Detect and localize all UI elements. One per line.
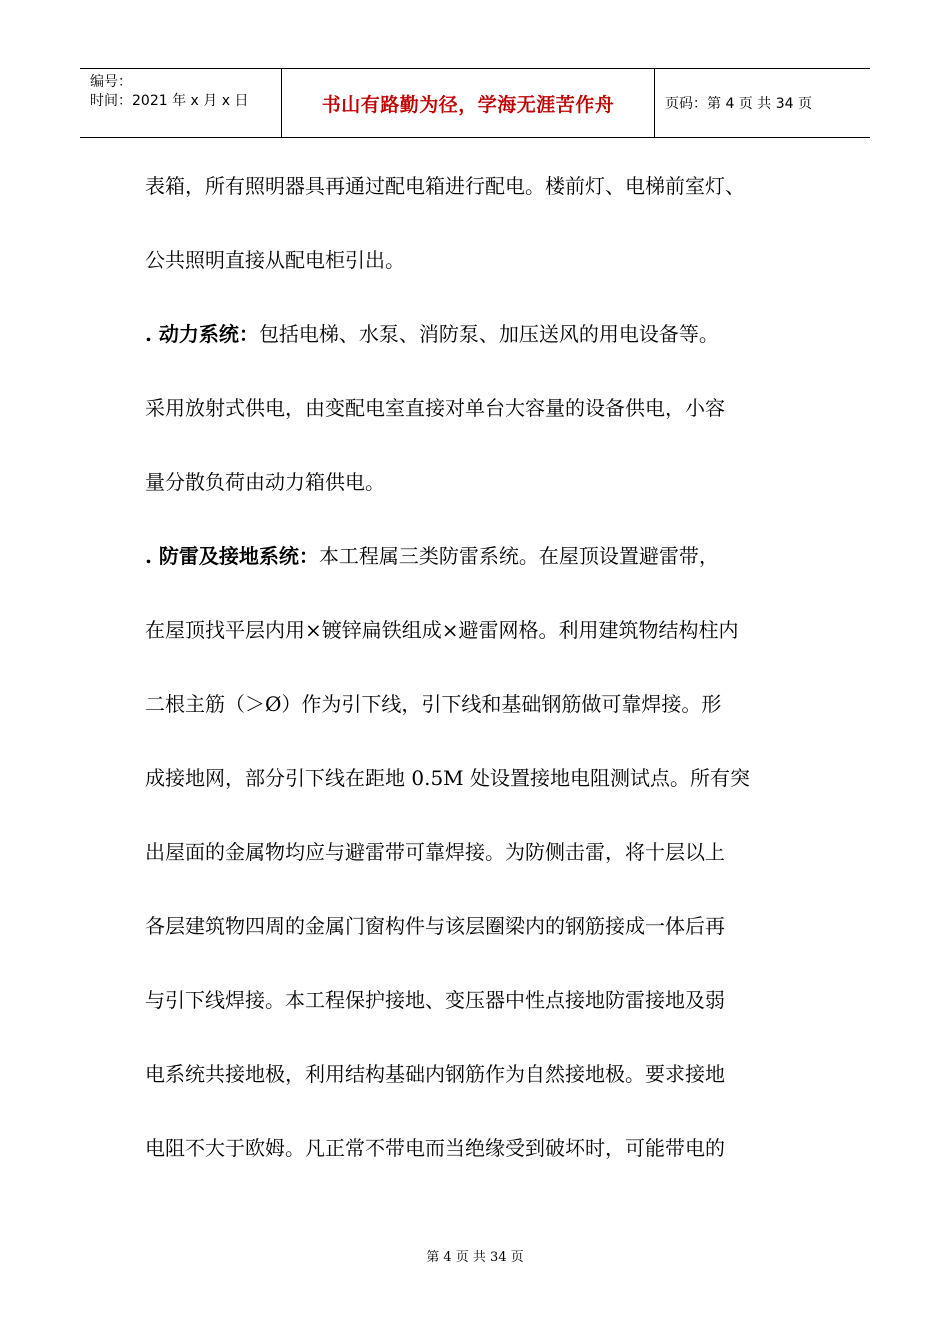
section-heading: . 动力系统： <box>145 322 259 346</box>
body-line: 各层建筑物四周的金属门窗构件与该层圈梁内的钢筋接成一体后再 <box>145 914 725 938</box>
document-number-label: 编号： <box>90 74 132 90</box>
header-meta <box>80 69 282 137</box>
header-motto: 书山有路勤为径，学海无涯苦作舟 <box>282 69 655 137</box>
section-power-system: . 动力系统：包括电梯、水泵、消防泵、加压送风的用电设备等。 <box>145 322 719 346</box>
section-heading: . 防雷及接地系统： <box>145 544 319 568</box>
body-line: 电系统共接地极，利用结构基础内钢筋作为自然接地极。要求接地 <box>145 1062 725 1086</box>
body-line: 在屋顶找平层内用×镀锌扁铁组成×避雷网格。利用建筑物结构柱内 <box>145 618 739 642</box>
body-line: 出屋面的金属物均应与避雷带可靠焊接。为防侧击雷，将十层以上 <box>145 840 725 864</box>
page-footer: 第 4 页 共 34 页 <box>426 1250 524 1265</box>
page-header <box>80 68 870 138</box>
section-lightning-grounding: . 防雷及接地系统：本工程属三类防雷系统。在屋顶设置避雷带， <box>145 544 719 568</box>
body-line: 量分散负荷由动力箱供电。 <box>145 470 385 494</box>
document-body <box>145 166 810 1202</box>
body-line: 表箱，所有照明器具再通过配电箱进行配电。楼前灯、电梯前室灯、 <box>145 174 745 198</box>
body-line: 采用放射式供电，由变配电室直接对单台大容量的设备供电，小容 <box>145 396 725 420</box>
document-date-label: 时间：2021 年 x 月 x 日 <box>90 93 249 109</box>
body-line: 公共照明直接从配电柜引出。 <box>145 248 405 272</box>
header-page-info: 页码：第 4 页 共 34 页 <box>665 96 812 112</box>
body-line: 二根主筋（＞Ø）作为引下线，引下线和基础钢筋做可靠焊接。形 <box>145 692 722 716</box>
body-line: 电阻不大于欧姆。凡正常不带电而当绝缘受到破坏时，可能带电的 <box>145 1136 725 1160</box>
body-line: 与引下线焊接。本工程保护接地、变压器中性点接地防雷接地及弱 <box>145 988 725 1012</box>
body-line: 成接地网，部分引下线在距地 0.5M 处设置接地电阻测试点。所有突 <box>145 766 750 790</box>
